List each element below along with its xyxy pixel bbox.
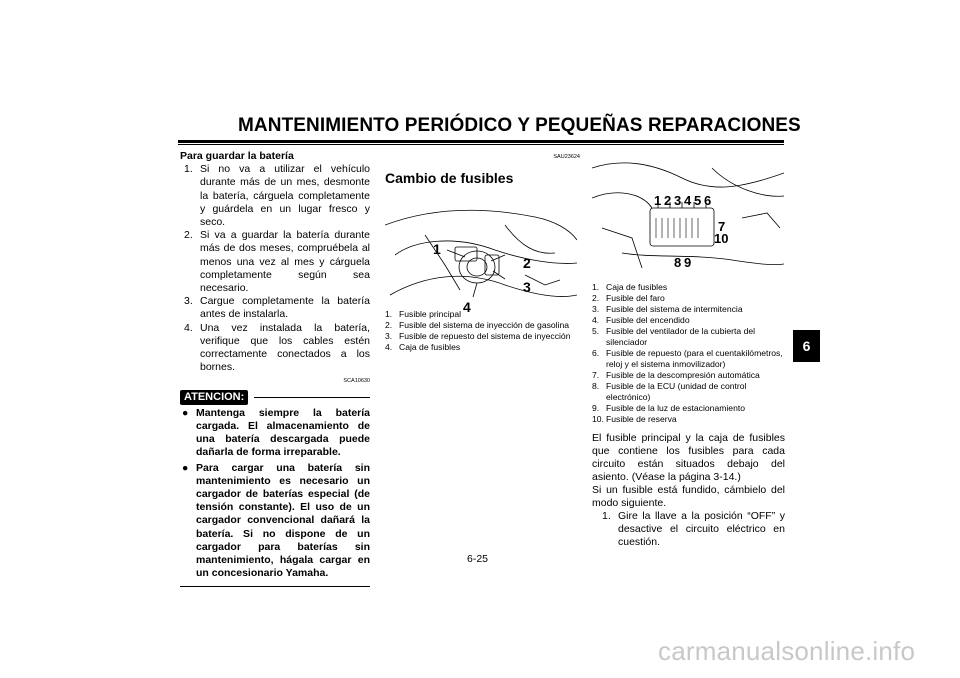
caption-item: 3. Fusible de repuesto del sistema de inyección [385, 331, 571, 342]
watermark: carmanualsonline.info [658, 636, 916, 666]
callout-1: 1 [433, 241, 441, 258]
caption-item: 3. Fusible del sistema de intermitencia [592, 304, 743, 314]
figure-captions [385, 309, 580, 353]
list-item: 1. Si no va a utilizar el vehículo durante más de un mes, desmonte la batería, cárguela completamente y guárdela en un lugar fresco y seco. [184, 163, 370, 229]
paragraph: Si un fusible está fundido, cámbielo del modo siguiente. [592, 484, 785, 509]
divider [254, 397, 370, 398]
callout-6: 6 [704, 193, 712, 208]
column-fuse-replacement [385, 150, 580, 353]
figure-fuse-box [592, 158, 784, 276]
list-item: 4. Una vez instalada la batería, verifique que los cables estén correctamente conectados a los bornes. [184, 321, 370, 374]
section-heading: Para guardar la batería [180, 150, 294, 162]
bullet-icon: ● [182, 461, 189, 474]
callout-3: 3 [523, 279, 531, 296]
list-item: 1. Gire la llave a la posición “OFF” y desactive el circuito eléctrico en cuestión. [602, 510, 785, 548]
callout-7: 7 [718, 219, 726, 234]
warning-header [180, 390, 370, 405]
callout-2: 2 [664, 193, 672, 208]
divider [180, 586, 370, 587]
chapter-tab: 6 [793, 330, 820, 362]
warning-bullet: ● Mantenga siempre la batería cargada. El almacenamiento de una batería descargada puede dañarla de forma irreparable. [182, 406, 370, 459]
warning-label: ATENCION: [180, 390, 248, 405]
callout-5: 5 [694, 193, 702, 208]
column-fuse-box [592, 158, 785, 549]
steps-list [180, 163, 370, 374]
page-title: MANTENIMIENTO PERIÓDICO Y PEQUEÑAS REPARACIONES [238, 115, 801, 136]
caption-item: 6. Fusible de repuesto (para el cuentakilómetros, reloj y el sistema inmovilizador) [592, 348, 783, 369]
caption-item: 2. Fusible del sistema de inyección de gasolina [385, 320, 570, 331]
reference-code: SAU23624 [553, 154, 580, 160]
warning-bullet: ● Para cargar una batería sin mantenimiento es necesario un cargador de baterías especial (de tensión constante). El uso de un cargador convencional dañará la batería. Si no dispone de un cargador para baterías sin mantenimiento, hágala cargar en un concesionario Yamaha. [182, 461, 370, 580]
callout-4: 4 [463, 299, 471, 316]
caption-item: 1. Fusible principal [385, 309, 462, 320]
header-rule-thin [178, 144, 784, 145]
callout-1: 1 [654, 193, 662, 208]
caption-item: 9. Fusible de la luz de estacionamiento [592, 403, 746, 413]
caption-item: 10. Fusible de reserva [592, 414, 677, 424]
caption-item: 4. Caja de fusibles [385, 342, 461, 353]
callout-2: 2 [523, 255, 531, 272]
caption-item: 1. Caja de fusibles [592, 282, 668, 292]
callout-10: 10 [714, 231, 729, 246]
callout-9: 9 [684, 255, 692, 270]
bullet-icon: ● [182, 406, 189, 419]
figure-captions [592, 282, 785, 425]
paragraph: El fusible principal y la caja de fusibles que contiene los fusibles para cada circuito están situados debajo del asiento. (Véase la página 3-14.) [592, 432, 785, 483]
header-rule [178, 140, 784, 143]
caption-item: 5. Fusible del ventilador de la cubierta del silenciador [592, 326, 756, 347]
callout-3: 3 [674, 193, 682, 208]
callout-4: 4 [684, 193, 692, 208]
reference-code: SCA10630 [343, 378, 370, 385]
callout-8: 8 [674, 255, 682, 270]
caption-item: 8. Fusible de la ECU (unidad de control electrónico) [592, 381, 747, 402]
caption-item: 7. Fusible de la descompresión automática [592, 370, 760, 380]
page-number: 6-25 [467, 553, 489, 565]
column-battery-storage [180, 150, 370, 587]
list-item: 2. Si va a guardar la batería durante más de dos meses, compruébela al menos una vez al mes y cárguela completamente según sea necesario. [184, 229, 370, 295]
section-title: Cambio de fusibles [385, 170, 514, 187]
fuse-location-illustration [385, 195, 577, 303]
list-item: 3. Cargue completamente la batería antes de instalarla. [184, 295, 370, 321]
caption-item: 4. Fusible del encendido [592, 315, 690, 325]
caption-item: 2. Fusible del faro [592, 293, 665, 303]
